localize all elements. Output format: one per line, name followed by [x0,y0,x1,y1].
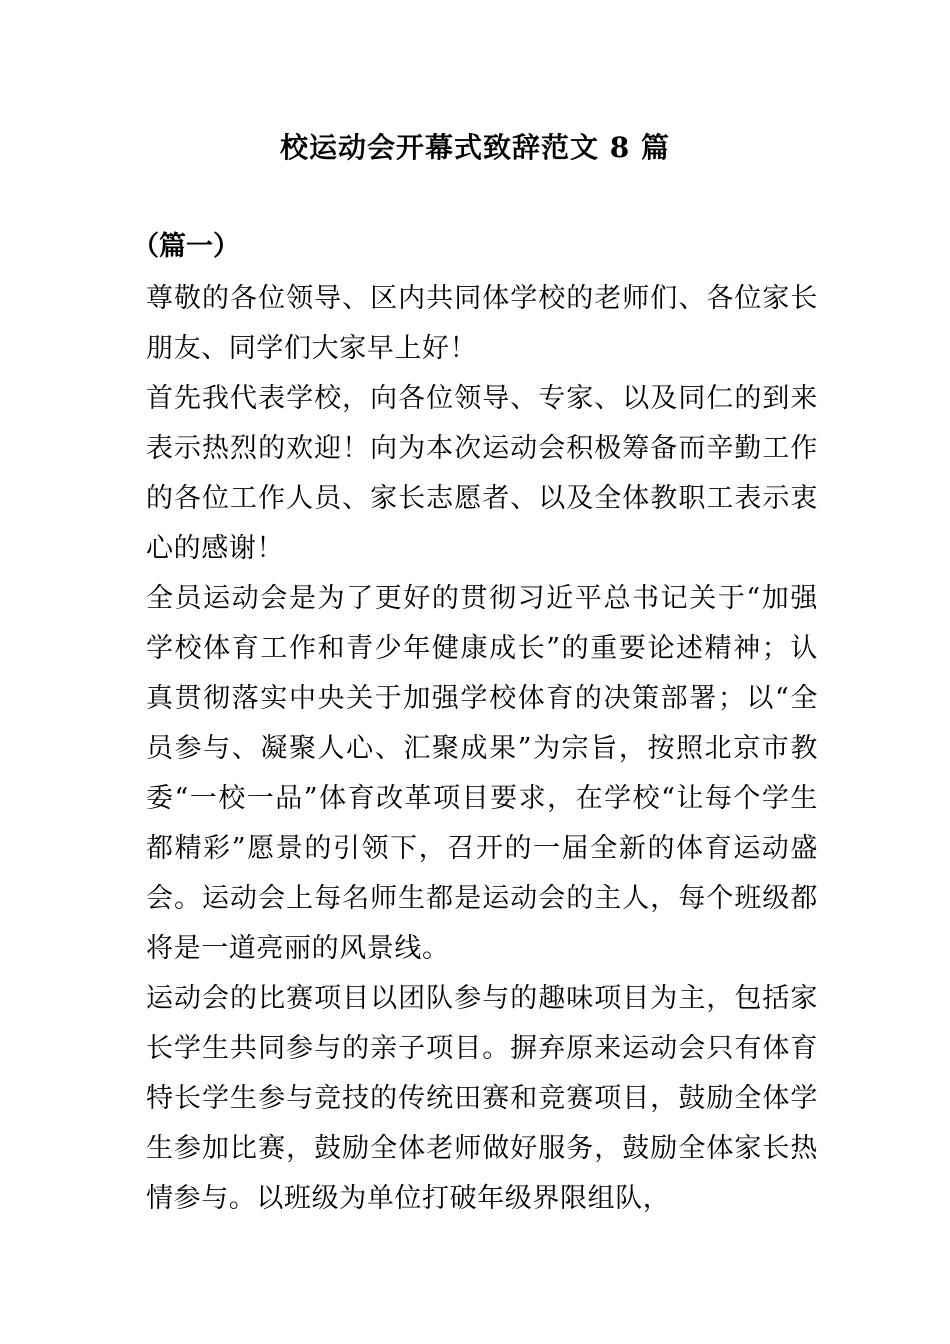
document-body [146,274,818,1224]
section-heading: （篇一） [132,231,240,262]
paragraph-events: 运动会的比赛项目以团队参与的趣味项目为主，包括家长学生共同参与的亲子项目。摒弃原来运动会只有体育特长学生参与竞技的传统田赛和竞赛项目，鼓励全体学生参加比赛，鼓励全体老师做好服务，鼓励全体家长热情参与。以班级为单位打破年级界限组队， [146,983,818,1214]
paragraph-greeting: 尊敬的各位领导、区内共同体学校的老师们、各位家长朋友、同学们大家早上好！ [146,283,818,364]
document-title: 校运动会开幕式致辞范文 8 篇 [280,131,670,164]
paragraph-purpose: 全员运动会是为了更好的贯彻习近平总书记关于“加强学校体育工作和青少年健康成长”的重要论述精神；认真贯彻落实中央关于加强学校体育的决策部署；以“全员参与、凝聚人心、汇聚成果”为宗旨，按照北京市教委“一校一品”体育改革项目要求，在学校“让每个学生都精彩”愿景的引领下，召开的一届全新的体育运动盛会。运动会上每名师生都是运动会的主人，每个班级都将是一道亮丽的风景线。 [146,583,818,964]
paragraph-welcome: 首先我代表学校，向各位领导、专家、以及同仁的到来表示热烈的欢迎！向为本次运动会积极筹备而辛勤工作的各位工作人员、家长志愿者、以及全体教职工表示衷心的感谢！ [146,383,818,564]
